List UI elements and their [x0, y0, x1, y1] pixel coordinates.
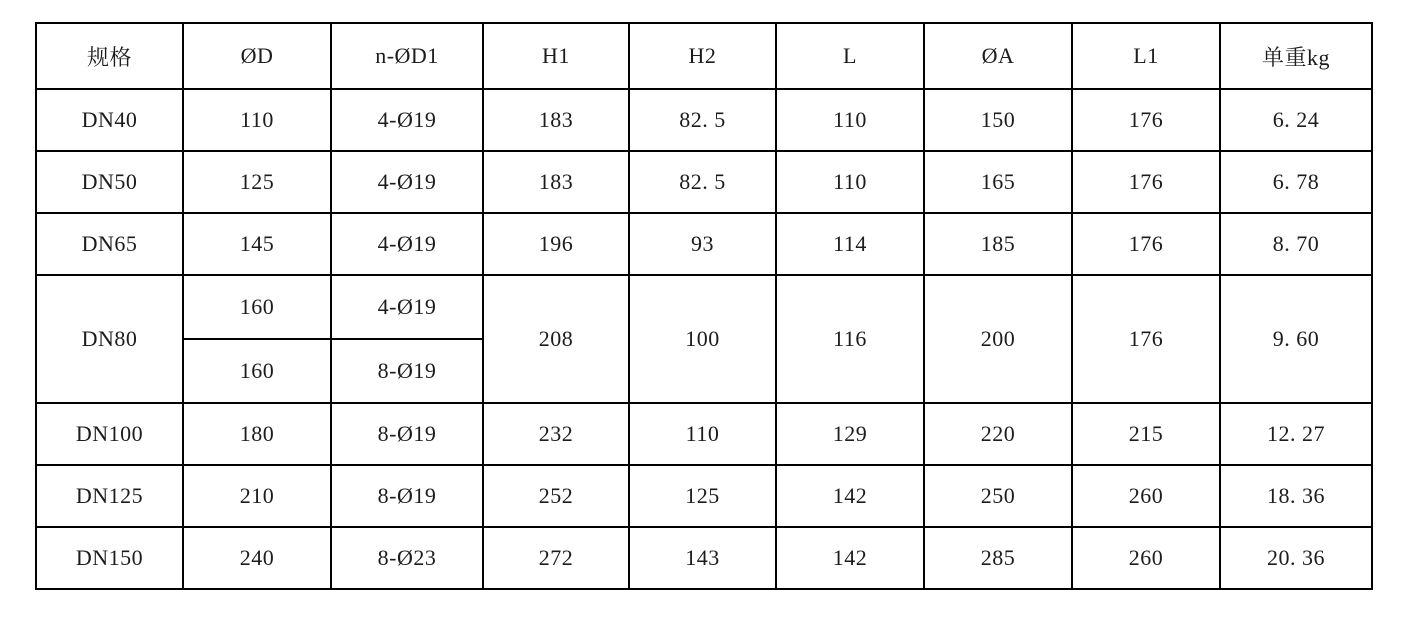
cell-a: 200 — [924, 275, 1072, 403]
cell-a: 285 — [924, 527, 1072, 589]
cell-d: 210 — [183, 465, 331, 527]
cell-weight: 12. 27 — [1220, 403, 1372, 465]
cell-weight: 9. 60 — [1220, 275, 1372, 403]
table-row-dn80-sub1 — [36, 275, 1372, 339]
cell-h2: 125 — [629, 465, 776, 527]
cell-a: 220 — [924, 403, 1072, 465]
cell-nd1: 4-Ø19 — [331, 213, 483, 275]
cell-weight: 8. 70 — [1220, 213, 1372, 275]
cell-h1: 272 — [483, 527, 629, 589]
cell-h2: 82. 5 — [629, 151, 776, 213]
column-header-l1: L1 — [1072, 23, 1220, 89]
cell-l1: 176 — [1072, 89, 1220, 151]
cell-l1: 176 — [1072, 275, 1220, 403]
column-header-h2: H2 — [629, 23, 776, 89]
cell-nd1: 8-Ø19 — [331, 339, 483, 403]
cell-l: 110 — [776, 89, 924, 151]
cell-weight: 20. 36 — [1220, 527, 1372, 589]
cell-a: 185 — [924, 213, 1072, 275]
cell-nd1: 8-Ø23 — [331, 527, 483, 589]
cell-weight: 6. 78 — [1220, 151, 1372, 213]
cell-d: 180 — [183, 403, 331, 465]
cell-l: 142 — [776, 465, 924, 527]
column-header-a: ØA — [924, 23, 1072, 89]
column-header-d: ØD — [183, 23, 331, 89]
cell-h2: 143 — [629, 527, 776, 589]
cell-h1: 232 — [483, 403, 629, 465]
cell-h2: 100 — [629, 275, 776, 403]
cell-d: 125 — [183, 151, 331, 213]
table-row-dn150 — [36, 527, 1372, 589]
cell-l1: 215 — [1072, 403, 1220, 465]
cell-a: 165 — [924, 151, 1072, 213]
cell-nd1: 8-Ø19 — [331, 403, 483, 465]
cell-nd1: 4-Ø19 — [331, 151, 483, 213]
cell-d: 145 — [183, 213, 331, 275]
table-header-row — [36, 23, 1372, 89]
cell-d: 160 — [183, 275, 331, 339]
table-row-dn125 — [36, 465, 1372, 527]
cell-l1: 260 — [1072, 527, 1220, 589]
cell-h1: 183 — [483, 89, 629, 151]
cell-l: 129 — [776, 403, 924, 465]
cell-spec: DN80 — [36, 275, 183, 403]
column-header-l: L — [776, 23, 924, 89]
cell-l1: 176 — [1072, 213, 1220, 275]
cell-a: 150 — [924, 89, 1072, 151]
cell-weight: 18. 36 — [1220, 465, 1372, 527]
cell-d: 240 — [183, 527, 331, 589]
table-row-dn50 — [36, 151, 1372, 213]
cell-weight: 6. 24 — [1220, 89, 1372, 151]
valve-spec-table — [35, 22, 1373, 590]
table-row-dn65 — [36, 213, 1372, 275]
cell-h1: 196 — [483, 213, 629, 275]
column-header-h1: H1 — [483, 23, 629, 89]
cell-spec: DN125 — [36, 465, 183, 527]
cell-d: 160 — [183, 339, 331, 403]
cell-h2: 93 — [629, 213, 776, 275]
cell-l: 116 — [776, 275, 924, 403]
cell-l: 110 — [776, 151, 924, 213]
column-header-weight: 单重kg — [1220, 23, 1372, 89]
cell-h1: 183 — [483, 151, 629, 213]
table-row-dn40 — [36, 89, 1372, 151]
column-header-spec: 规格 — [36, 23, 183, 89]
cell-h1: 208 — [483, 275, 629, 403]
cell-nd1: 4-Ø19 — [331, 275, 483, 339]
cell-spec: DN100 — [36, 403, 183, 465]
cell-l: 142 — [776, 527, 924, 589]
cell-spec: DN50 — [36, 151, 183, 213]
cell-l: 114 — [776, 213, 924, 275]
table-row-dn100 — [36, 403, 1372, 465]
cell-spec: DN40 — [36, 89, 183, 151]
cell-spec: DN150 — [36, 527, 183, 589]
cell-nd1: 8-Ø19 — [331, 465, 483, 527]
cell-h2: 110 — [629, 403, 776, 465]
cell-h1: 252 — [483, 465, 629, 527]
cell-a: 250 — [924, 465, 1072, 527]
cell-l1: 260 — [1072, 465, 1220, 527]
cell-d: 110 — [183, 89, 331, 151]
cell-nd1: 4-Ø19 — [331, 89, 483, 151]
column-header-nd1: n-ØD1 — [331, 23, 483, 89]
cell-h2: 82. 5 — [629, 89, 776, 151]
cell-spec: DN65 — [36, 213, 183, 275]
cell-l1: 176 — [1072, 151, 1220, 213]
